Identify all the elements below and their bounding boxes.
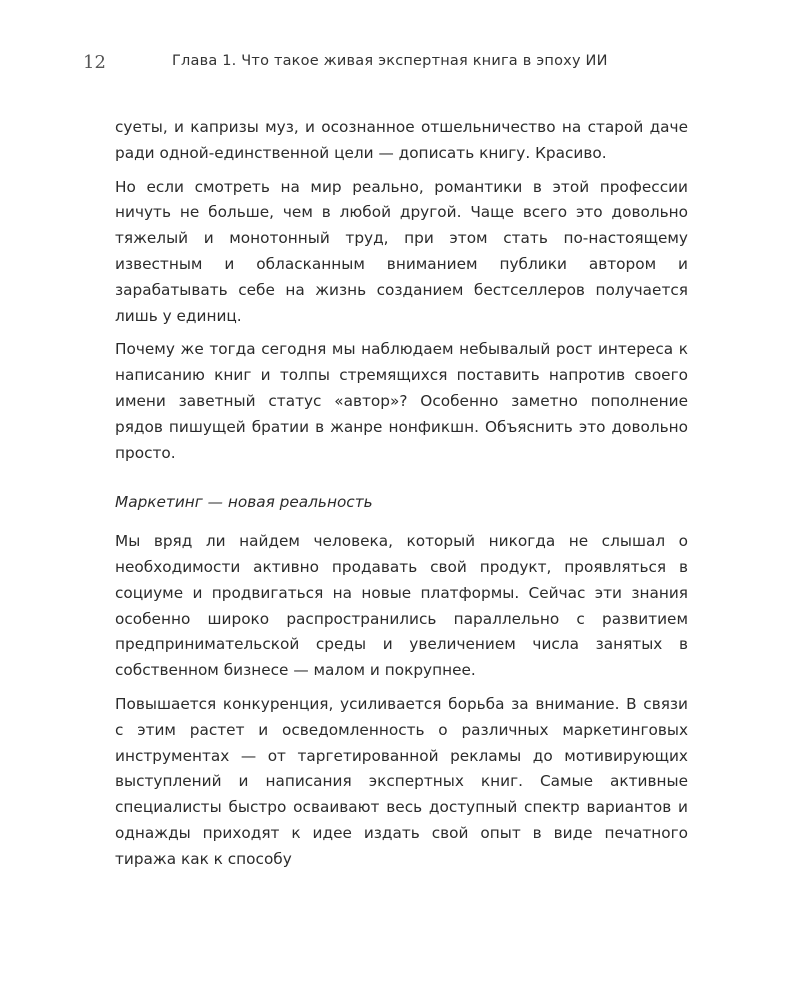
chapter-title: Глава 1. Что такое живая экспертная книга в эпоху ИИ (172, 53, 608, 69)
section-heading: Маркетинг — новая реальность (115, 493, 373, 512)
paragraph: Мы вряд ли найдем человека, который никогда не слышал о необходимости активно продавать свой продукт, проявляться в социуме и продвигаться на новые платформы. Сейчас эти знания особенно широко распространились параллельно с развитием предпринимательской среды и увеличением числа занятых в собственном бизнесе — малом и покрупнее. (115, 532, 688, 680)
paragraph: суеты, и капризы муз, и осознанное отшельничество на старой даче ради одной-единственной цели — дописать книгу. Красиво. (115, 118, 688, 162)
paragraph: Почему же тогда сегодня мы наблюдаем небывалый рост интереса к написанию книг и толпы стремящихся поставить напротив своего имени заветный статус «автор»? Особенно заметно пополнение рядов пишущей братии в жанре нонфикшн. Объяснить это довольно просто. (115, 340, 688, 462)
paragraph: Но если смотреть на мир реально, романтики в этой профессии ничуть не больше, чем в любой другой. Чаще всего это довольно тяжелый и монотонный труд, при этом стать по-настоящему известным и обласканным вниманием публики автором и зарабатывать себе на жизнь созданием бестселлеров получается лишь у единиц. (115, 177, 688, 325)
page-body (115, 115, 688, 881)
page-number: 12 (83, 52, 106, 73)
paragraph: Повышается конкуренция, усиливается борьба за внимание. В связи с этим растет и осведомленность о различных маркетинговых инструментах — от таргетированной рекламы до мотивирующих выступлений и написания экспертных книг. Самые активные специалисты быстро осваивают весь доступный спектр вариантов и однажды приходят к идее издать свой опыт в виде печатного тиража как к способу (115, 694, 688, 868)
